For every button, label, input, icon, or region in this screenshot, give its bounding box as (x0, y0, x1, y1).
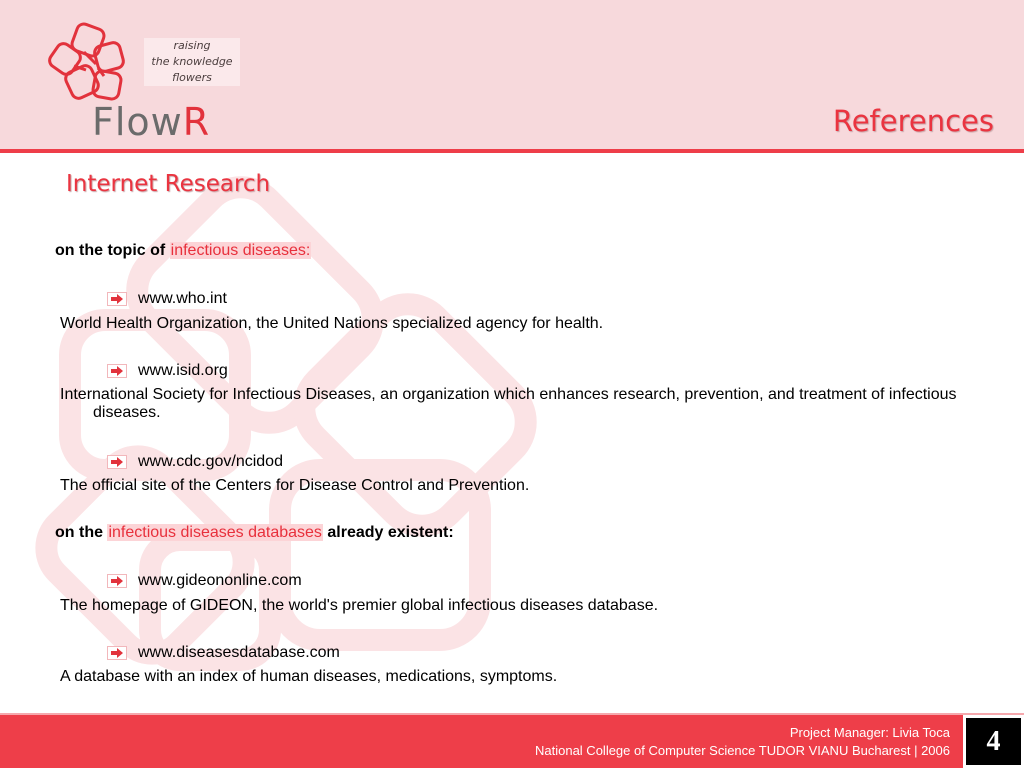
link-gideon[interactable]: www.gideononline.com (138, 572, 302, 589)
logo-word-flow: Flow (92, 100, 183, 144)
arrow-bullet-icon (107, 292, 127, 306)
link-description: The official site of the Centers for Disease Control and Prevention. (60, 477, 530, 494)
link-description: International Society for Infectious Diseases, an organization which enhances research, prevention, and treatment of infectious diseases. (60, 386, 957, 421)
db-intro-prefix: on the (55, 524, 103, 541)
db-highlight: infectious diseases databases (108, 524, 322, 541)
footer-band (0, 715, 1024, 768)
link-cdc[interactable]: www.cdc.gov/ncidod (138, 453, 283, 470)
db-intro (55, 523, 454, 543)
project-manager: Project Manager: Livia Toca (789, 724, 950, 740)
arrow-bullet-icon (107, 574, 127, 588)
section-heading: Internet Research (66, 171, 271, 197)
topic-intro (55, 241, 311, 261)
logo-tagline (144, 38, 240, 86)
link-isid[interactable]: www.isid.org (138, 362, 228, 379)
topic-highlight: infectious diseases: (170, 242, 311, 259)
page-number: 4 (966, 718, 1021, 765)
slide-title: References (832, 104, 994, 138)
footer-text (535, 715, 950, 768)
link-who[interactable]: www.who.int (138, 290, 227, 307)
tagline-line: the knowledge (151, 55, 233, 68)
link-description: World Health Organization, the United Nations specialized agency for health. (60, 315, 604, 332)
arrow-bullet-icon (107, 455, 127, 469)
flower-watermark-icon (0, 150, 1024, 715)
list-item (107, 289, 227, 309)
topic-intro-prefix: on the topic of (55, 242, 166, 259)
logo-word-r: R (182, 100, 211, 144)
list-item (107, 571, 302, 591)
arrow-bullet-icon (107, 646, 127, 660)
link-description: The homepage of GIDEON, the world's premier global infectious diseases database. (60, 597, 659, 614)
institution: National College of Computer Science TUDOR VIANU Bucharest | 2006 (535, 742, 950, 758)
tagline-line: flowers (172, 71, 212, 84)
arrow-bullet-icon (107, 364, 127, 378)
db-intro-suffix: already existent: (327, 524, 454, 541)
tagline-line: raising (173, 39, 211, 52)
link-description: A database with an index of human diseases, medications, symptoms. (60, 668, 558, 685)
list-item (107, 643, 340, 663)
header-divider (0, 149, 1024, 153)
flowr-logo (44, 22, 244, 144)
list-item (107, 452, 283, 472)
logo-wordmark (92, 100, 210, 144)
list-item (107, 361, 228, 381)
flower-emblem-icon (44, 22, 144, 112)
link-diseasesdatabase[interactable]: www.diseasesdatabase.com (138, 644, 340, 661)
